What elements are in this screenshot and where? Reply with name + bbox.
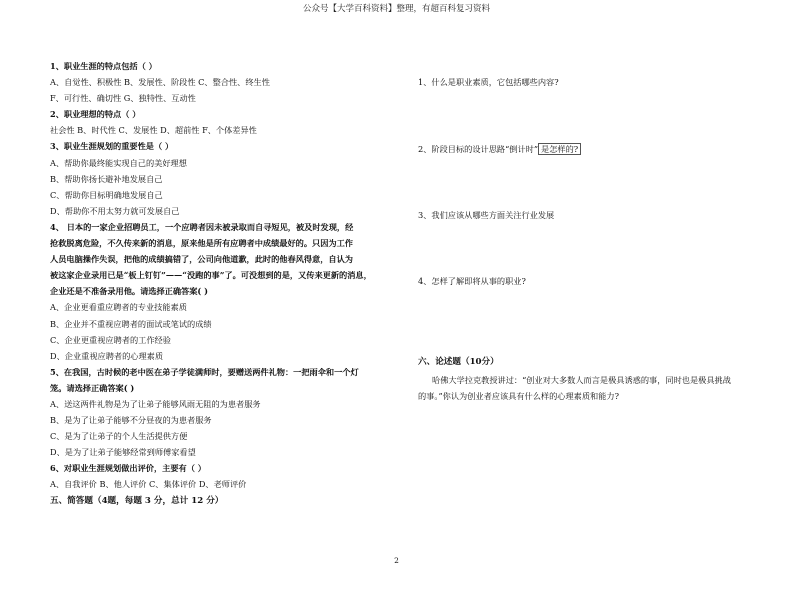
- question-line: 4、 日本的一家企业招聘员工，一个应聘者因未被录取而自寻短见，被及时发现，经: [50, 221, 354, 232]
- option-line: A、自觉性、积极性 B、发展性、阶段性 C、整合性、终生性: [50, 77, 270, 88]
- option-line: A、送这两件礼物是为了让弟子能够风雨无阻的为患者服务: [50, 398, 261, 409]
- question-text-boxed: 是怎样的?: [538, 143, 581, 155]
- option-line: C、是为了让弟子的个人生活提供方便: [50, 431, 188, 442]
- question-line: 抢救脱离危险，不久传来新的消息，原来他是所有应聘者中成绩最好的。只因为工作: [50, 238, 353, 249]
- option-line: D、是为了让弟子能够经常到师傅家看望: [50, 447, 196, 458]
- option-line: C、企业更重视应聘者的工作经验: [50, 334, 171, 345]
- option-line: B、企业并不重视应聘者的面试或笔试的成绩: [50, 318, 212, 329]
- question-number: 1、: [418, 77, 432, 87]
- question-text: 阶段目标的设计思路“倒计时”: [431, 144, 539, 154]
- question-line: 5、在我国，古时候的老中医在弟子学徒满师时，要赠送两件礼物：一把雨伞和一个灯: [50, 366, 359, 377]
- option-line: A、帮助你最终能实现自己的美好理想: [50, 157, 187, 168]
- question-number: 3、: [418, 210, 432, 220]
- question-line: 6、对职业生涯规划做出评价，主要有（ ）: [50, 463, 206, 474]
- question-line: 笼。请选择正确答案( ): [50, 382, 135, 393]
- option-line: 社会性 B、时代性 C、发展性 D、超前性 F、个体差异性: [50, 125, 257, 136]
- option-line: B、帮助你扬长避补地发展自己: [50, 173, 163, 184]
- question-line: 1、职业生涯的特点包括（ ）: [50, 61, 157, 71]
- essay-prompt: 哈佛大学拉克教授讲过：“创业对大多数人而言是极具诱惑的事，同时也是极具挑战的事。”你认为创业者应该具有什么样的心理素质和能力?: [418, 375, 731, 401]
- question-text: 什么是职业素质，它包括哪些内容?: [431, 77, 559, 87]
- option-line: D、帮助你不用太努力就可发展自己: [50, 205, 180, 216]
- short-answer-question: [418, 276, 526, 287]
- question-text: 我们应该从哪些方面关注行业发展: [431, 210, 555, 220]
- question-line: 企业还是不准备录用他。请选择正确答案( ): [50, 286, 208, 297]
- question-number: 4、: [418, 276, 432, 286]
- question-line: 3、职业生涯规划的重要性是（ ）: [50, 141, 174, 152]
- question-line: 人员电脑操作失误，把他的成绩搞错了，公司向他道歉，此时的他春风得意，自认为: [50, 254, 353, 265]
- short-answer-question: [418, 210, 554, 221]
- option-line: F、可行性、确切性 G、独特性、互动性: [50, 93, 196, 104]
- page-header: 公众号【大学百科资料】整理，有超百科复习资料: [302, 4, 490, 14]
- question-number: 2、: [418, 144, 432, 154]
- short-answer-question: [418, 77, 559, 88]
- question-text: 怎样了解即将从事的职业?: [431, 276, 526, 286]
- left-column: [50, 58, 380, 509]
- option-line: C、帮助你目标明确地发展自己: [50, 189, 163, 200]
- question-line: 被这家企业录用已是“板上钉钉”——“没跑的事”了。可没想到的是，又传来更新的消息，: [50, 270, 372, 281]
- option-line: A、企业更看重应聘者的专业技能素质: [50, 302, 187, 313]
- section-heading-essay: 六、论述题（10分）: [418, 357, 499, 367]
- section-heading-short-answer: 五、简答题（4题，每题 3 分，总计 12 分）: [50, 495, 224, 506]
- option-line: D、企业重视应聘者的心理素质: [50, 350, 164, 361]
- short-answer-question: [418, 144, 581, 155]
- option-line: A、自我评价 B、他人评价 C、集体评价 D、老师评价: [50, 479, 247, 490]
- page-number: 2: [394, 556, 399, 565]
- question-line: 2、职业理想的特点（ ）: [50, 109, 141, 120]
- option-line: B、是为了让弟子能够不分昼夜的为患者服务: [50, 415, 212, 426]
